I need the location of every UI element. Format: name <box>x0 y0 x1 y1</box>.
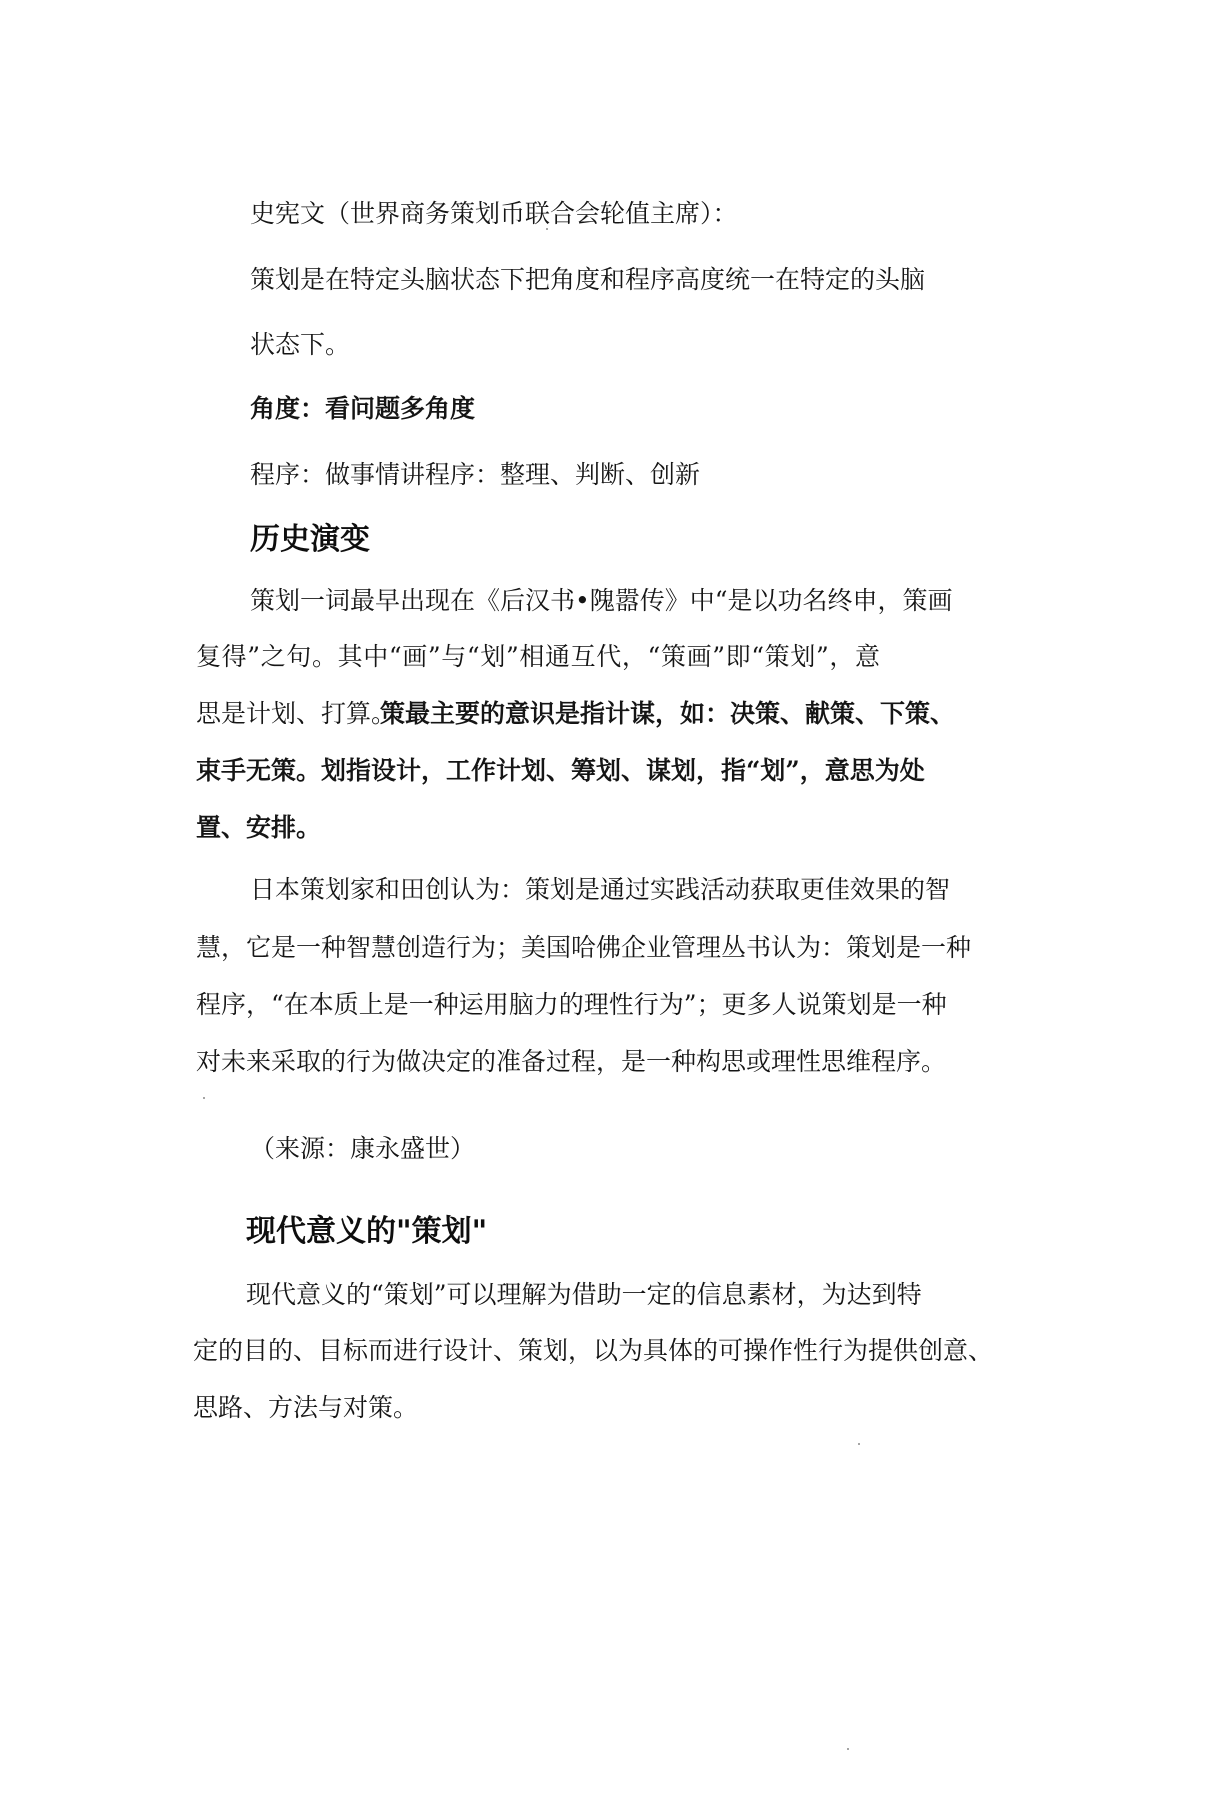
history-heading: 历史演变 <box>250 522 370 557</box>
scan-speck <box>858 1443 860 1445</box>
modern-line-2: 定的目的、目标而进行设计、策划，以为具体的可操作性行为提供创意、 <box>193 1336 994 1365</box>
history-p1-line-5: 置、安排。 <box>196 813 322 842</box>
modern-line-1: 现代意义的“策划”可以理解为借助一定的信息素材，为达到特 <box>246 1280 922 1309</box>
history-p1-line-4: 束手无策。划指设计，工作计划、筹划、谋划，指“划”，意思为处 <box>196 756 925 785</box>
source-line: （来源：康永盛世） <box>250 1134 476 1163</box>
scan-speck <box>203 1097 205 1099</box>
modern-line-3: 思路、方法与对策。 <box>193 1393 419 1422</box>
angle-line: 角度：看问题多角度 <box>250 394 476 423</box>
definition-line-2: 状态下。 <box>250 330 351 359</box>
history-p1-line-1: 策划一词最早出现在《后汉书•隗嚣传》中“是以功名终申，策画 <box>250 586 953 615</box>
history-p1-line-3a: 思是计划、打算。 <box>196 699 397 728</box>
history-p2-line-3: 程序，“在本质上是一种运用脑力的理性行为”；更多人说策划是一种 <box>196 990 947 1019</box>
history-p2-line-2: 慧，它是一种智慧创造行为；美国哈佛企业管理丛书认为：策划是一种 <box>196 933 972 962</box>
scan-speck <box>847 1748 849 1750</box>
procedure-line: 程序：做事情讲程序：整理、判断、创新 <box>250 460 701 489</box>
history-p2-line-1: 日本策划家和田创认为：策划是通过实践活动获取更佳效果的智 <box>250 875 951 904</box>
scan-speck <box>546 228 548 230</box>
history-p1-line-3b: 策最主要的意识是指计谋，如：决策、献策、下策、 <box>380 699 956 728</box>
history-p1-line-2: 复得”之句。其中“画”与“划”相通互代，“策画”即“策划”，意 <box>196 642 880 671</box>
definition-line-1: 策划是在特定头脑状态下把角度和程序高度统一在特定的头脑 <box>250 265 926 294</box>
modern-heading: 现代意义的"策划" <box>246 1214 488 1249</box>
history-p2-line-4: 对未来采取的行为做决定的准备过程，是一种构思或理性思维程序。 <box>196 1047 947 1076</box>
speaker-line: 史宪文（世界商务策划币联合会轮值主席）： <box>250 199 738 228</box>
